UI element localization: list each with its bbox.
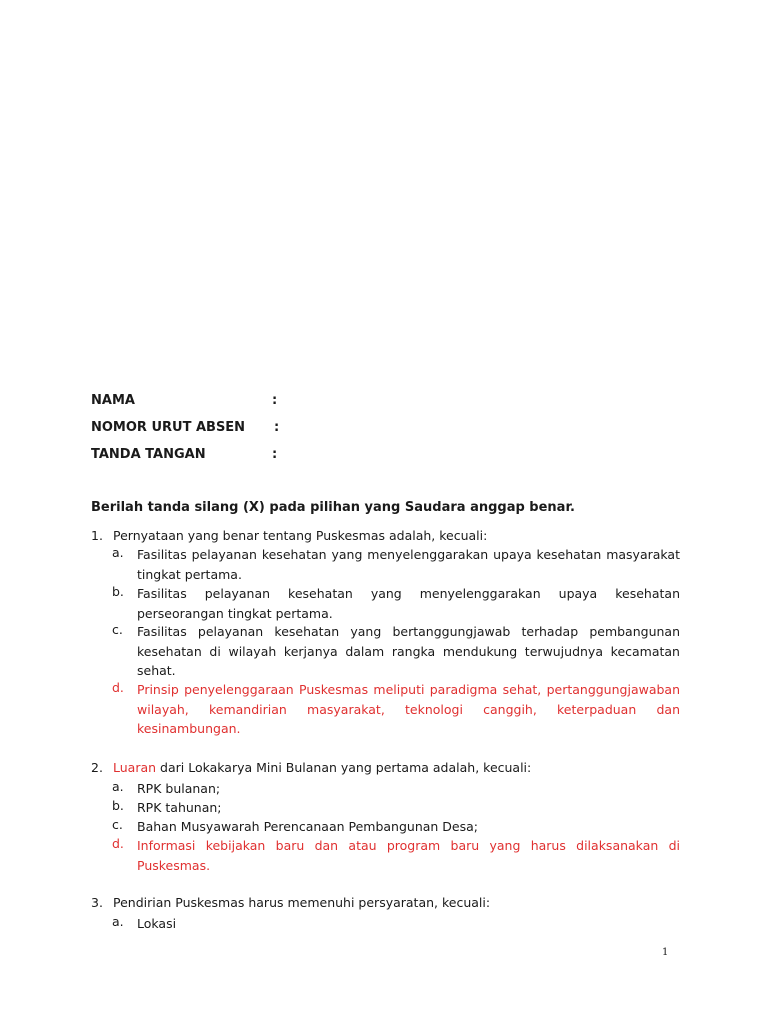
page-number: 1	[662, 947, 669, 958]
field-label-tanda-tangan: TANDA TANGAN	[91, 447, 206, 462]
instruction-text: Berilah tanda silang (X) pada pilihan yang Saudara anggap benar.	[91, 500, 575, 515]
option-text: Fasilitas pelayanan kesehatan yang bertanggungjawab terhadap pembangunan kesehatan di wilayah kerjanya dalam rangka mendukung terwujudnya kecamatan sehat.	[137, 624, 680, 678]
option-2b[interactable]	[112, 798, 680, 818]
option-letter: d.	[112, 680, 124, 695]
option-text: Lokasi	[137, 916, 177, 931]
question-2	[91, 760, 531, 775]
option-letter: c.	[112, 817, 123, 832]
option-1b[interactable]	[112, 584, 680, 623]
question-text: Pendirian Puskesmas harus memenuhi persyaratan, kecuali:	[113, 895, 491, 910]
question-text: dari Lokakarya Mini Bulanan yang pertama adalah, kecuali:	[156, 760, 532, 775]
option-letter: d.	[112, 836, 124, 851]
option-1d[interactable]	[112, 680, 680, 739]
field-label-nama: NAMA	[91, 393, 135, 408]
option-1c[interactable]	[112, 622, 680, 681]
question-3	[91, 895, 490, 910]
option-2a[interactable]	[112, 779, 680, 799]
option-letter: b.	[112, 798, 124, 813]
question-highlight: Luaran	[113, 760, 157, 775]
option-1a[interactable]	[112, 545, 680, 584]
option-letter: c.	[112, 622, 123, 637]
option-text: Prinsip penyelenggaraan Puskesmas meliputi paradigma sehat, pertanggungjawaban wilayah, kemandirian masyarakat, teknologi canggih, keterpaduan dan kesinambungan.	[137, 682, 680, 736]
option-letter: b.	[112, 584, 124, 599]
field-colon: :	[274, 420, 280, 435]
option-text: Fasilitas pelayanan kesehatan yang menyelenggarakan upaya kesehatan perseorangan tingkat pertama.	[137, 586, 680, 621]
option-letter: a.	[112, 545, 124, 560]
option-2d[interactable]	[112, 836, 680, 875]
question-number: 1.	[91, 528, 103, 543]
option-2c[interactable]	[112, 817, 680, 837]
question-1	[91, 528, 487, 543]
field-label-nomor-urut-absen: NOMOR URUT ABSEN	[91, 420, 246, 435]
option-letter: a.	[112, 914, 124, 929]
field-colon: :	[272, 447, 278, 462]
option-text: RPK tahunan;	[137, 800, 222, 815]
field-colon: :	[272, 393, 278, 408]
option-letter: a.	[112, 779, 124, 794]
option-text: RPK bulanan;	[137, 781, 221, 796]
question-number: 3.	[91, 895, 103, 910]
option-text: Bahan Musyawarah Perencanaan Pembangunan Desa;	[137, 819, 479, 834]
option-3a[interactable]	[112, 914, 680, 934]
question-text: Pernyataan yang benar tentang Puskesmas adalah, kecuali:	[113, 528, 488, 543]
option-text: Informasi kebijakan baru dan atau program baru yang harus dilaksanakan di Puskesmas.	[137, 838, 680, 873]
question-number: 2.	[91, 760, 103, 775]
option-text: Fasilitas pelayanan kesehatan yang menyelenggarakan upaya kesehatan masyarakat tingkat pertama.	[137, 547, 680, 582]
